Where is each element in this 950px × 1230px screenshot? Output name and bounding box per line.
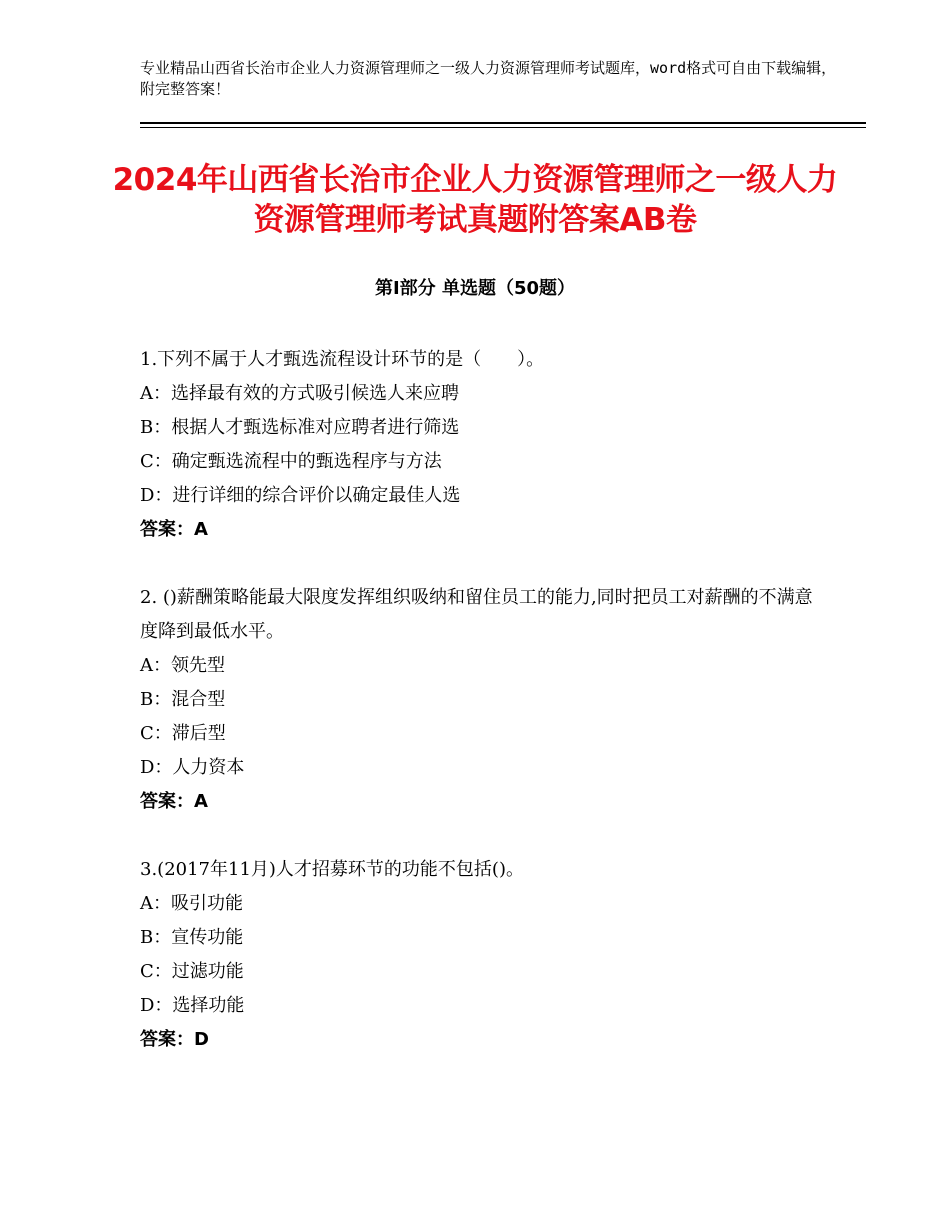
option-c: C：确定甄选流程中的甄选程序与方法 (140, 451, 442, 472)
option-a: A：选择最有效的方式吸引候选人来应聘 (140, 383, 459, 404)
question-2 (140, 581, 820, 819)
header-note: 专业精品山西省长治市企业人力资源管理师之一级人力资源管理师考试题库，word格式可自由下载编辑，附完整答案！ (140, 59, 837, 98)
header-rule-thin (140, 127, 866, 128)
header-rule-thick (140, 122, 866, 124)
question-list (140, 343, 820, 1091)
question-stem: 1.下列不属于人才甄选流程设计环节的是（ ）。 (140, 349, 545, 370)
answer-label: 答案：A (140, 519, 208, 540)
option-b: B：宣传功能 (140, 927, 244, 948)
option-d: D：进行详细的综合评价以确定最佳人选 (140, 485, 461, 506)
answer-label: 答案：A (140, 791, 208, 812)
option-b: B：混合型 (140, 689, 226, 710)
option-a: A：吸引功能 (140, 893, 243, 914)
option-c: C：滞后型 (140, 723, 226, 744)
section-heading: 第Ⅰ部分 单选题（50题） (374, 278, 575, 299)
question-3 (140, 853, 820, 1057)
question-1 (140, 343, 820, 547)
option-c: C：过滤功能 (140, 961, 244, 982)
answer-label: 答案：D (140, 1029, 209, 1050)
option-d: D：人力资本 (140, 757, 245, 778)
option-d: D：选择功能 (140, 995, 245, 1016)
question-stem: 2. ()薪酬策略能最大限度发挥组织吸纳和留住员工的能力,同时把员工对薪酬的不满意度降到最低水平。 (140, 587, 813, 642)
question-stem: 3.(2017年11月)人才招募环节的功能不包括()。 (140, 859, 524, 880)
document-title: 2024年山西省长治市企业人力资源管理师之一级人力资源管理师考试真题附答案AB卷 (112, 162, 838, 238)
option-a: A：领先型 (140, 655, 225, 676)
option-b: B：根据人才甄选标准对应聘者进行筛选 (140, 417, 460, 438)
